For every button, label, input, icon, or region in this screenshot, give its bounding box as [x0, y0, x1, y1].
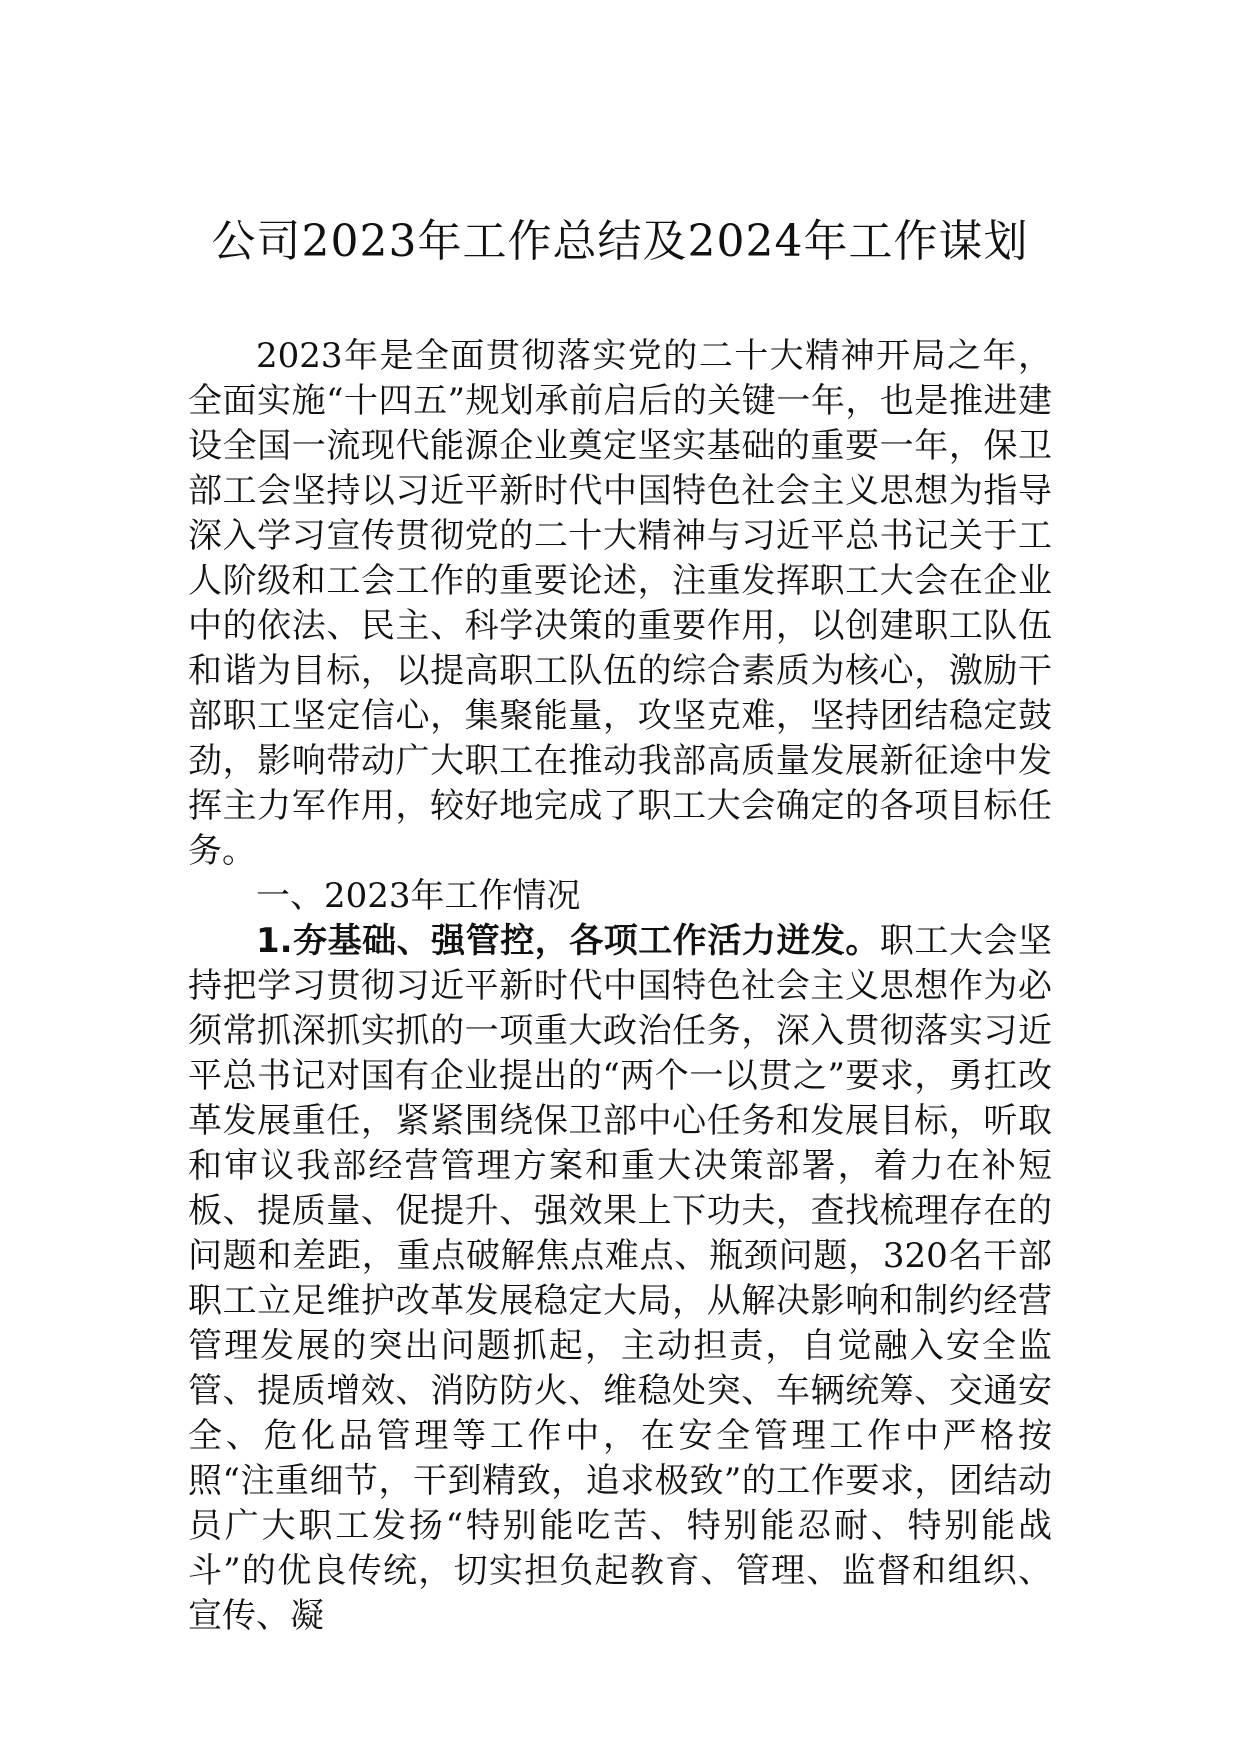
item-1-lead: 1.夯基础、强管控，各项工作活力迸发。	[256, 921, 880, 961]
item-1-text: 职工大会坚持把学习贯彻习近平新时代中国特色社会主义思想作为必须常抓深抓实抓的一项重大政治任务，深入贯彻落实习近平总书记对国有企业提出的“两个一以贯之”要求，勇扛改革发展重任，紧紧围绕保卫部中心任务和发展目标，听取和审议我部经营管理方案和重大决策部署，着力在补短板、提质量、促提升、强效果上下功夫，查找梳理存在的问题和差距，重点破解焦点难点、瓶颈问题，320名干部职工立足维护改革发展稳定大局，从解决影响和制约经营管理发展的突出问题抓起，主动担责，自觉融入安全监管、提质增效、消防防火、维稳处突、车辆统筹、交通安全、危化品管理等工作中，在安全管理工作中严格按照“注重细节，干到精致，追求极致”的工作要求，团结动员广大职工发扬“特别能吃苦、特别能忍耐、特别能战斗”的优良传统，切实担负起教育、管理、监督和组织、宣传、凝	[188, 921, 1052, 1636]
intro-paragraph: 2023年是全面贯彻落实党的二十大精神开局之年，全面实施“十四五”规划承前启后的关键一年，也是推进建设全国一流现代能源企业奠定坚实基础的重要一年，保卫部工会坚持以习近平新时代中国特色社会主义思想为指导深入学习宣传贯彻党的二十大精神与习近平总书记关于工人阶级和工会工作的重要论述，注重发挥职工大会在企业中的依法、民主、科学决策的重要作用，以创建职工队伍和谐为目标，以提高职工队伍的综合素质为核心，激励干部职工坚定信心，集聚能量，攻坚克难，坚持团结稳定鼓劲，影响带动广大职工在推动我部高质量发展新征途中发挥主力军作用，较好地完成了职工大会确定的各项目标任务。	[188, 336, 1052, 871]
section-heading: 一、2023年工作情况	[256, 876, 581, 916]
item-1-paragraph	[188, 919, 1052, 1639]
document-title: 公司2023年工作总结及2024年工作谋划	[211, 216, 1029, 267]
document-body	[188, 334, 1052, 1639]
